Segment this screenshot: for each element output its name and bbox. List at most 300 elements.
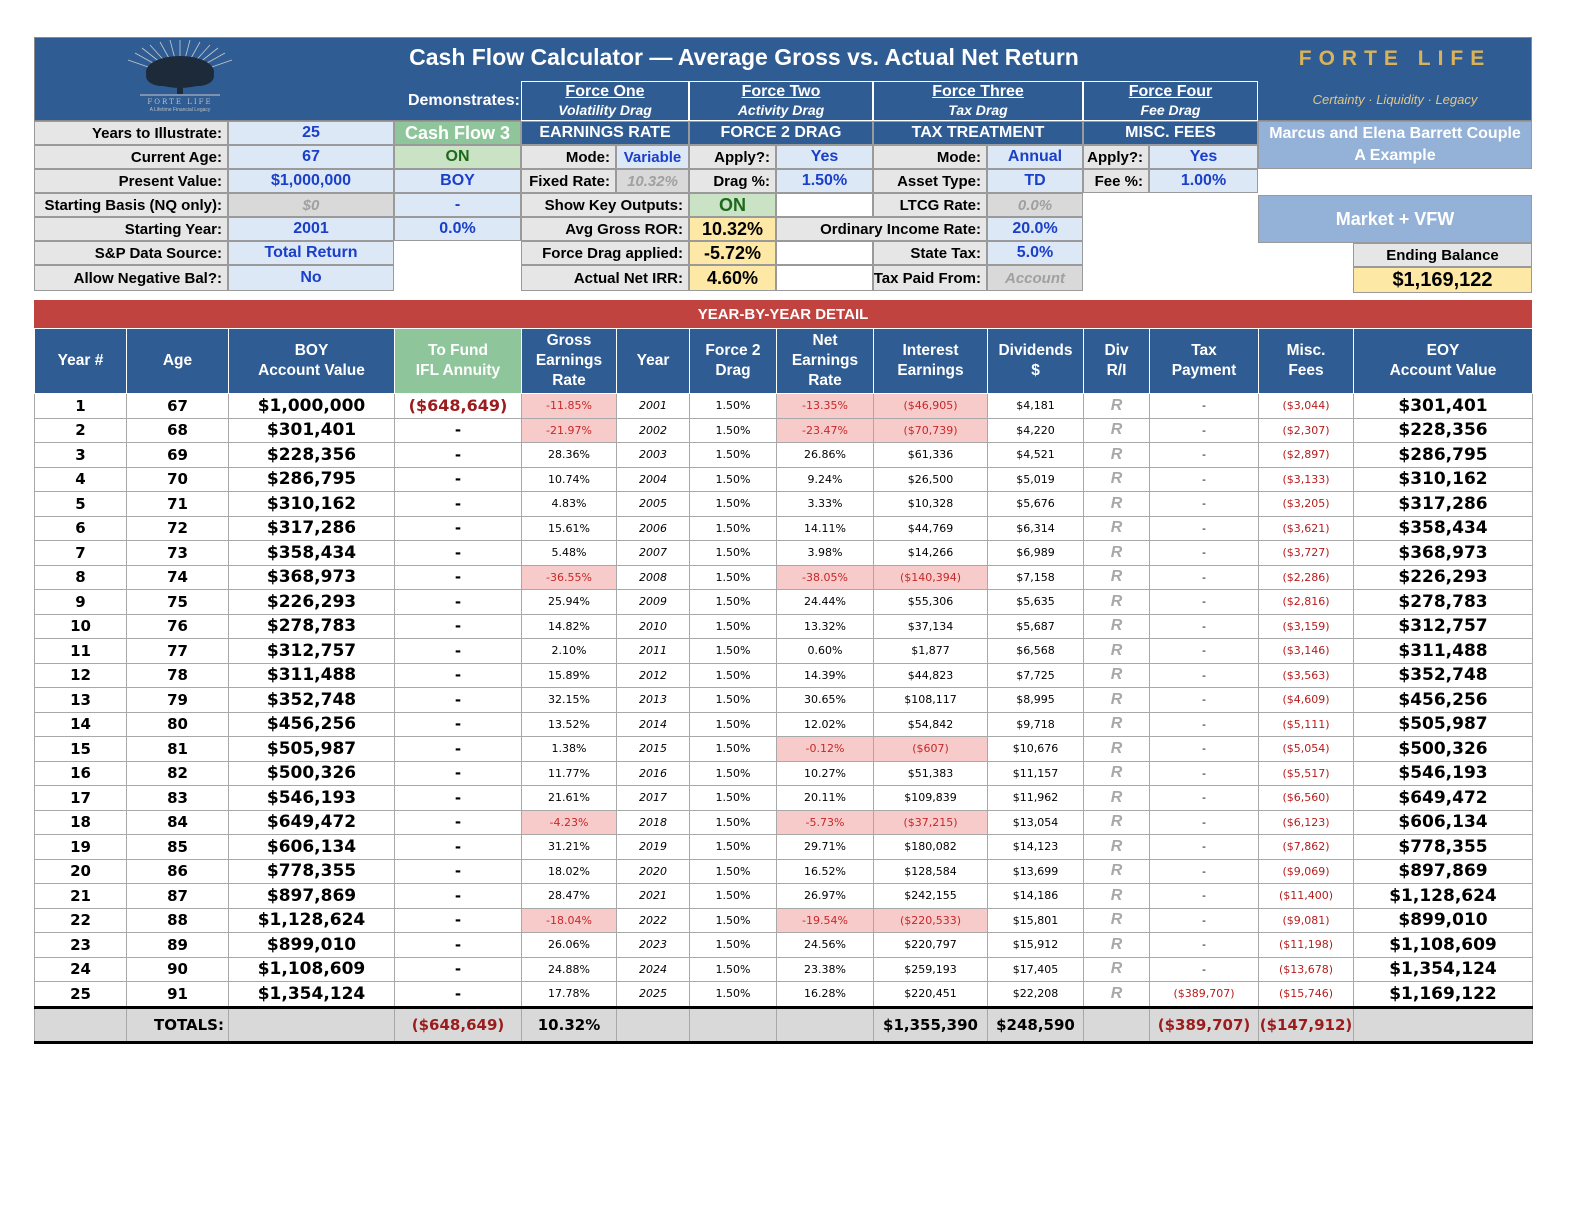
cell-gross-rate: -4.23%: [522, 810, 617, 835]
cell-to-fund: -: [395, 443, 522, 468]
cell-year: 2004: [617, 467, 690, 492]
col-header-eoy-value: EOY Account Value: [1354, 329, 1533, 394]
table-header-row: [35, 329, 1533, 394]
cell-misc-fees: ($15,746): [1259, 982, 1354, 1008]
cell-boy-value: $1,128,624: [229, 908, 395, 933]
cell-dividends: $7,725: [988, 663, 1084, 688]
cell-boy-value: $312,757: [229, 639, 395, 664]
total-to-fund: ($648,649): [395, 1007, 522, 1042]
cell-year: 2024: [617, 957, 690, 982]
f2-apply-select[interactable]: Yes: [776, 145, 873, 169]
cell-force2-drag: 1.50%: [690, 492, 777, 517]
state-tax-label: State Tax:: [873, 241, 987, 265]
cell-div-ri: R: [1084, 418, 1150, 443]
cell-gross-rate: 11.77%: [522, 761, 617, 786]
total-tax-payment: ($389,707): [1150, 1007, 1259, 1042]
neg-bal-select[interactable]: No: [228, 265, 394, 291]
cell-boy-value: $311,488: [229, 663, 395, 688]
cell-div-ri: R: [1084, 492, 1150, 517]
cell-eoy-value: $358,434: [1354, 516, 1533, 541]
cell-boy-value: $358,434: [229, 541, 395, 566]
cell-force2-drag: 1.50%: [690, 884, 777, 909]
cell-age: 76: [127, 614, 229, 639]
cell-to-fund: -: [395, 590, 522, 615]
cell-year-num: 23: [35, 933, 127, 958]
cell-dividends: $5,687: [988, 614, 1084, 639]
years-input[interactable]: 25: [228, 121, 394, 145]
table-row: [35, 933, 1533, 958]
cell-gross-rate: 24.88%: [522, 957, 617, 982]
force-three-title: Force Three: [932, 83, 1024, 100]
cell-dividends: $14,123: [988, 835, 1084, 860]
cell-tax-payment: -: [1150, 957, 1259, 982]
cell-tax-payment: -: [1150, 516, 1259, 541]
table-row: [35, 639, 1533, 664]
table-row: [35, 786, 1533, 811]
cell-net-rate: 30.65%: [777, 688, 874, 713]
cell-net-rate: 9.24%: [777, 467, 874, 492]
cell-year-num: 17: [35, 786, 127, 811]
force-two-title: Force Two: [741, 83, 821, 100]
cell-dividends: $6,314: [988, 516, 1084, 541]
cell-net-rate: 3.33%: [777, 492, 874, 517]
table-row: [35, 541, 1533, 566]
cell-net-rate: -5.73%: [777, 810, 874, 835]
table-row: [35, 908, 1533, 933]
cell-year-num: 24: [35, 957, 127, 982]
f4-apply-select[interactable]: Yes: [1149, 145, 1258, 169]
cell-div-ri: R: [1084, 688, 1150, 713]
cell-dividends: $13,699: [988, 859, 1084, 884]
cell-tax-payment: -: [1150, 639, 1259, 664]
cell-boy-value: $310,162: [229, 492, 395, 517]
cash-flow-status[interactable]: ON: [394, 145, 521, 169]
cell-year-num: 6: [35, 516, 127, 541]
drag-applied-label: Force Drag applied:: [521, 241, 689, 265]
cell-misc-fees: ($6,123): [1259, 810, 1354, 835]
cell-to-fund: -: [395, 786, 522, 811]
cell-eoy-value: $352,748: [1354, 663, 1533, 688]
cell-force2-drag: 1.50%: [690, 639, 777, 664]
cell-interest: $108,117: [874, 688, 988, 713]
cell-eoy-value: $310,162: [1354, 467, 1533, 492]
cell-year: 2019: [617, 835, 690, 860]
ending-balance-label: Ending Balance: [1353, 243, 1532, 267]
cell-to-fund: -: [395, 761, 522, 786]
fee-input[interactable]: 1.00%: [1149, 169, 1258, 193]
cell-gross-rate: 25.94%: [522, 590, 617, 615]
cell-interest: $61,336: [874, 443, 988, 468]
total-age: TOTALS:: [127, 1007, 229, 1042]
f1-mode-label: Mode:: [521, 145, 616, 169]
col-header-net-rate: Net Earnings Rate: [777, 329, 874, 394]
cell-boy-value: $546,193: [229, 786, 395, 811]
cell-force2-drag: 1.50%: [690, 810, 777, 835]
cell-age: 87: [127, 884, 229, 909]
cell-tax-payment: -: [1150, 418, 1259, 443]
cell-tax-payment: -: [1150, 884, 1259, 909]
table-row: [35, 394, 1533, 419]
col-header-boy-value: BOY Account Value: [229, 329, 395, 394]
cell-interest: $128,584: [874, 859, 988, 884]
cell-net-rate: 14.11%: [777, 516, 874, 541]
cell-net-rate: 0.60%: [777, 639, 874, 664]
cell-eoy-value: $1,108,609: [1354, 933, 1533, 958]
state-tax-input[interactable]: 5.0%: [987, 241, 1083, 265]
cell-tax-payment: -: [1150, 761, 1259, 786]
cell-force2-drag: 1.50%: [690, 443, 777, 468]
cell-eoy-value: $778,355: [1354, 835, 1533, 860]
cell-year-num: 22: [35, 908, 127, 933]
cell-div-ri: R: [1084, 933, 1150, 958]
cell-boy-value: $778,355: [229, 859, 395, 884]
blank-cell: [776, 193, 873, 217]
cell-year-num: 1: [35, 394, 127, 419]
cell-div-ri: R: [1084, 541, 1150, 566]
show-key-label: Show Key Outputs:: [521, 193, 689, 217]
cell-net-rate: 24.56%: [777, 933, 874, 958]
cell-interest: $180,082: [874, 835, 988, 860]
col-header-misc-fees: Misc. Fees: [1259, 329, 1354, 394]
cell-misc-fees: ($3,727): [1259, 541, 1354, 566]
cell-year: 2018: [617, 810, 690, 835]
cell-net-rate: 24.44%: [777, 590, 874, 615]
cell-dividends: $4,521: [988, 443, 1084, 468]
cell-gross-rate: 32.15%: [522, 688, 617, 713]
cell-tax-payment: -: [1150, 443, 1259, 468]
col-header-year: Year: [617, 329, 690, 394]
table-row: [35, 590, 1533, 615]
cell-to-fund: -: [395, 712, 522, 737]
cell-year: 2010: [617, 614, 690, 639]
age-input[interactable]: 67: [228, 145, 394, 169]
total-force2-drag: [690, 1007, 777, 1042]
cell-year: 2013: [617, 688, 690, 713]
cell-gross-rate: 31.21%: [522, 835, 617, 860]
cell-year: 2005: [617, 492, 690, 517]
cell-misc-fees: ($3,563): [1259, 663, 1354, 688]
cell-age: 82: [127, 761, 229, 786]
cell-year-num: 16: [35, 761, 127, 786]
cell-interest: $51,383: [874, 761, 988, 786]
cell-boy-value: $301,401: [229, 418, 395, 443]
cell-year-num: 2: [35, 418, 127, 443]
logo-subtext: A Lifetime Financial Legacy: [149, 107, 211, 113]
cell-year: 2015: [617, 737, 690, 762]
cell-div-ri: R: [1084, 884, 1150, 909]
cell-age: 88: [127, 908, 229, 933]
cell-dividends: $4,220: [988, 418, 1084, 443]
table-row: [35, 835, 1533, 860]
total-boy-value: [229, 1007, 395, 1042]
cell-to-fund: -: [395, 933, 522, 958]
cell-tax-payment: -: [1150, 933, 1259, 958]
cell-dividends: $11,962: [988, 786, 1084, 811]
cell-age: 86: [127, 859, 229, 884]
total-year-num: [35, 1007, 127, 1042]
cell-interest: $44,769: [874, 516, 988, 541]
cell-eoy-value: $228,356: [1354, 418, 1533, 443]
cell-year-num: 10: [35, 614, 127, 639]
f1-mode-select[interactable]: Variable: [616, 145, 689, 169]
cell-misc-fees: ($3,146): [1259, 639, 1354, 664]
cell-force2-drag: 1.50%: [690, 541, 777, 566]
f4-apply-label: Apply?:: [1083, 145, 1149, 169]
scenario-button[interactable]: Market + VFW: [1258, 195, 1532, 243]
cell-misc-fees: ($6,560): [1259, 786, 1354, 811]
cell-force2-drag: 1.50%: [690, 565, 777, 590]
cell-div-ri: R: [1084, 394, 1150, 419]
cell-interest: $259,193: [874, 957, 988, 982]
cell-eoy-value: $317,286: [1354, 492, 1533, 517]
pv-label: Present Value:: [34, 169, 228, 193]
sp-source-select[interactable]: Total Return: [228, 241, 394, 265]
cell-misc-fees: ($3,205): [1259, 492, 1354, 517]
cell-to-fund: -: [395, 810, 522, 835]
cell-gross-rate: -18.04%: [522, 908, 617, 933]
cell-age: 91: [127, 982, 229, 1008]
cell-year-num: 15: [35, 737, 127, 762]
cell-interest: $10,328: [874, 492, 988, 517]
cell-force2-drag: 1.50%: [690, 737, 777, 762]
cell-year: 2001: [617, 394, 690, 419]
cell-tax-payment: -: [1150, 614, 1259, 639]
start-year-label: Starting Year:: [34, 217, 228, 241]
cell-year-num: 18: [35, 810, 127, 835]
earnings-rate-header: EARNINGS RATE: [521, 121, 689, 145]
cell-year: 2021: [617, 884, 690, 909]
f2-drag-input[interactable]: 1.50%: [776, 169, 873, 193]
cell-to-fund: -: [395, 859, 522, 884]
cell-net-rate: 26.86%: [777, 443, 874, 468]
cell-eoy-value: $1,128,624: [1354, 884, 1533, 909]
cell-interest: ($220,533): [874, 908, 988, 933]
ltcg-label: LTCG Rate:: [873, 193, 987, 217]
cash-flow-amount[interactable]: -: [394, 193, 521, 217]
cell-gross-rate: 21.61%: [522, 786, 617, 811]
cell-year-num: 5: [35, 492, 127, 517]
cell-interest: $54,842: [874, 712, 988, 737]
cell-net-rate: 16.52%: [777, 859, 874, 884]
cell-boy-value: $278,783: [229, 614, 395, 639]
cell-to-fund: -: [395, 663, 522, 688]
table-row: [35, 443, 1533, 468]
col-header-interest: Interest Earnings: [874, 329, 988, 394]
cell-misc-fees: ($11,198): [1259, 933, 1354, 958]
cell-age: 75: [127, 590, 229, 615]
cell-boy-value: $317,286: [229, 516, 395, 541]
cell-tax-payment: -: [1150, 467, 1259, 492]
cell-to-fund: -: [395, 835, 522, 860]
cell-net-rate: 23.38%: [777, 957, 874, 982]
cell-age: 73: [127, 541, 229, 566]
cell-interest: $109,839: [874, 786, 988, 811]
asset-type-label: Asset Type:: [873, 169, 987, 193]
cash-flow-rate[interactable]: 0.0%: [394, 217, 521, 241]
ord-income-input[interactable]: 20.0%: [987, 217, 1083, 241]
table-row: [35, 492, 1533, 517]
cell-dividends: $15,801: [988, 908, 1084, 933]
cell-year-num: 4: [35, 467, 127, 492]
cell-misc-fees: ($7,862): [1259, 835, 1354, 860]
cell-boy-value: $505,987: [229, 737, 395, 762]
cell-boy-value: $368,973: [229, 565, 395, 590]
ord-income-label: Ordinary Income Rate:: [776, 217, 987, 241]
cell-dividends: $7,158: [988, 565, 1084, 590]
col-header-tax-payment: Tax Payment: [1150, 329, 1259, 394]
cell-to-fund: -: [395, 957, 522, 982]
cell-to-fund: -: [395, 688, 522, 713]
cell-tax-payment: -: [1150, 859, 1259, 884]
cell-interest: $1,877: [874, 639, 988, 664]
cell-interest: $14,266: [874, 541, 988, 566]
cell-to-fund: -: [395, 541, 522, 566]
tax-paid-from-select[interactable]: Account: [987, 265, 1083, 291]
cell-year-num: 21: [35, 884, 127, 909]
net-irr-label: Actual Net IRR:: [521, 265, 689, 291]
cell-eoy-value: $311,488: [1354, 639, 1533, 664]
cell-div-ri: R: [1084, 737, 1150, 762]
table-body: [35, 394, 1533, 1043]
start-year-input[interactable]: 2001: [228, 217, 394, 241]
cell-misc-fees: ($2,307): [1259, 418, 1354, 443]
demonstrates-label: Demonstrates:: [407, 92, 520, 109]
total-interest: $1,355,390: [874, 1007, 988, 1042]
cell-gross-rate: 1.38%: [522, 737, 617, 762]
f2-apply-label: Apply?:: [689, 145, 776, 169]
cell-eoy-value: $897,869: [1354, 859, 1533, 884]
f1-fixed-input[interactable]: 10.32%: [616, 169, 689, 193]
cell-force2-drag: 1.50%: [690, 394, 777, 419]
cell-boy-value: $352,748: [229, 688, 395, 713]
cell-gross-rate: 2.10%: [522, 639, 617, 664]
col-header-gross-rate: Gross Earnings Rate: [522, 329, 617, 394]
cell-age: 78: [127, 663, 229, 688]
cell-force2-drag: 1.50%: [690, 614, 777, 639]
cell-boy-value: $1,000,000: [229, 394, 395, 419]
cell-dividends: $4,181: [988, 394, 1084, 419]
cash-flow-timing[interactable]: BOY: [394, 169, 521, 193]
cell-eoy-value: $500,326: [1354, 737, 1533, 762]
total-year: [617, 1007, 690, 1042]
cell-div-ri: R: [1084, 565, 1150, 590]
cell-age: 81: [127, 737, 229, 762]
cell-div-ri: R: [1084, 590, 1150, 615]
cell-eoy-value: $1,354,124: [1354, 957, 1533, 982]
cell-misc-fees: ($11,400): [1259, 884, 1354, 909]
cell-year-num: 19: [35, 835, 127, 860]
table-row: [35, 982, 1533, 1008]
cell-year: 2020: [617, 859, 690, 884]
cell-gross-rate: 28.36%: [522, 443, 617, 468]
total-dividends: $248,590: [988, 1007, 1084, 1042]
cell-div-ri: R: [1084, 467, 1150, 492]
cell-force2-drag: 1.50%: [690, 908, 777, 933]
cell-to-fund: ($648,649): [395, 394, 522, 419]
cell-misc-fees: ($5,054): [1259, 737, 1354, 762]
client-name: Marcus and Elena Barrett Couple: [1269, 125, 1521, 142]
ltcg-input[interactable]: 0.0%: [987, 193, 1083, 217]
f3-mode-select[interactable]: Annual: [987, 145, 1083, 169]
cell-tax-payment: -: [1150, 786, 1259, 811]
cell-misc-fees: ($9,069): [1259, 859, 1354, 884]
cell-div-ri: R: [1084, 908, 1150, 933]
cell-tax-payment: -: [1150, 908, 1259, 933]
cell-force2-drag: 1.50%: [690, 590, 777, 615]
cell-year: 2011: [617, 639, 690, 664]
cell-tax-payment: -: [1150, 590, 1259, 615]
detail-banner: YEAR-BY-YEAR DETAIL: [34, 300, 1532, 328]
cell-to-fund: -: [395, 639, 522, 664]
cell-interest: $220,797: [874, 933, 988, 958]
cell-force2-drag: 1.50%: [690, 418, 777, 443]
cell-misc-fees: ($2,286): [1259, 565, 1354, 590]
cell-dividends: $14,186: [988, 884, 1084, 909]
cell-to-fund: -: [395, 492, 522, 517]
cell-dividends: $5,676: [988, 492, 1084, 517]
blank-cell: [776, 241, 873, 265]
cell-div-ri: R: [1084, 712, 1150, 737]
cell-gross-rate: -21.97%: [522, 418, 617, 443]
f2-drag-label: Drag %:: [689, 169, 776, 193]
cell-age: 67: [127, 394, 229, 419]
show-key-toggle[interactable]: ON: [689, 193, 776, 217]
force-four-box: [1083, 81, 1258, 121]
asset-type-select[interactable]: TD: [987, 169, 1083, 193]
cell-year: 2016: [617, 761, 690, 786]
cell-dividends: $9,718: [988, 712, 1084, 737]
cell-tax-payment: -: [1150, 737, 1259, 762]
cell-dividends: $17,405: [988, 957, 1084, 982]
cell-tax-payment: -: [1150, 492, 1259, 517]
cell-force2-drag: 1.50%: [690, 761, 777, 786]
cell-boy-value: $1,108,609: [229, 957, 395, 982]
cell-interest: ($607): [874, 737, 988, 762]
basis-input[interactable]: $0: [228, 193, 394, 217]
col-header-force2-drag: Force 2 Drag: [690, 329, 777, 394]
cell-gross-rate: 14.82%: [522, 614, 617, 639]
cell-tax-payment: -: [1150, 712, 1259, 737]
pv-input[interactable]: $1,000,000: [228, 169, 394, 193]
cell-net-rate: -38.05%: [777, 565, 874, 590]
cell-gross-rate: 15.89%: [522, 663, 617, 688]
cell-net-rate: 12.02%: [777, 712, 874, 737]
cell-div-ri: R: [1084, 810, 1150, 835]
cell-year-num: 3: [35, 443, 127, 468]
force-2-drag-header: FORCE 2 DRAG: [689, 121, 873, 145]
cell-age: 85: [127, 835, 229, 860]
cell-gross-rate: 5.48%: [522, 541, 617, 566]
table-row: [35, 614, 1533, 639]
cell-misc-fees: ($3,133): [1259, 467, 1354, 492]
table-row: [35, 663, 1533, 688]
cell-dividends: $15,912: [988, 933, 1084, 958]
cell-dividends: $8,995: [988, 688, 1084, 713]
year-by-year-table: [34, 328, 1533, 1044]
col-header-to-fund: To Fund IFL Annuity: [395, 329, 522, 394]
cell-tax-payment: -: [1150, 663, 1259, 688]
cell-year-num: 8: [35, 565, 127, 590]
table-row: [35, 859, 1533, 884]
cell-to-fund: -: [395, 467, 522, 492]
table-row: [35, 737, 1533, 762]
force-two-box: [689, 81, 873, 121]
cell-age: 71: [127, 492, 229, 517]
cell-boy-value: $228,356: [229, 443, 395, 468]
table-row: [35, 565, 1533, 590]
cell-age: 89: [127, 933, 229, 958]
cell-tax-payment: -: [1150, 688, 1259, 713]
